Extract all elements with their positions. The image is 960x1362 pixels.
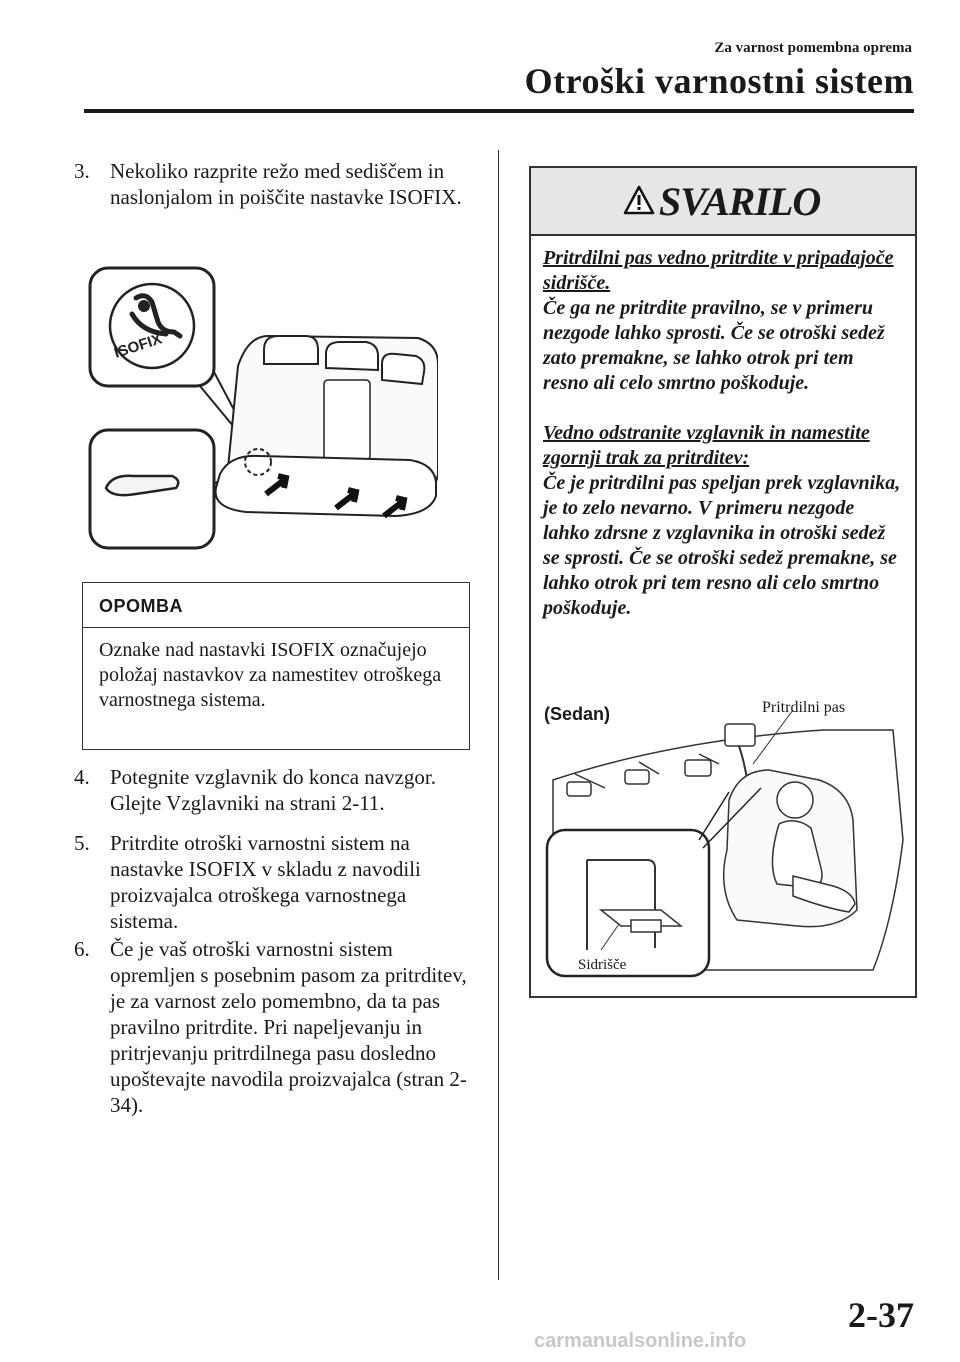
- note-heading: OPOMBA: [83, 583, 469, 628]
- step-number: 3.: [74, 159, 90, 183]
- warning-p2-text: Če je pritrdilni pas speljan prek vzglavnika, je to zelo nevarno. V primeru nezgode lahko zdrsne z vzglavnika in otroški sedež se sprosti. Če se otroški sedež premakne, se lahko otrok pri tem resno ali celo smrtno poškoduje.: [543, 472, 901, 619]
- note-text: Oznake nad nastavki ISOFIX označujejo položaj nastavkov za namestitev otroškega varnostnega sistema.: [99, 639, 442, 711]
- warning-title: SVARILO: [659, 179, 821, 224]
- anchor-label: Sidrišče: [578, 957, 627, 973]
- warning-header: [531, 168, 915, 236]
- step-6: [74, 936, 474, 1118]
- step-number: 6.: [74, 937, 90, 961]
- warning-body: [531, 236, 915, 621]
- step-text: Nekoliko razprite režo med sediščem in naslonjalom in poiščite nastavke ISOFIX.: [110, 159, 462, 209]
- header-rule: [84, 109, 914, 113]
- page-title: Otroški varnostni sistem: [524, 61, 914, 101]
- step-text: Pritrdite otroški varnostni sistem na nastavke ISOFIX v skladu z navodili proizvajalca otroškega varnostnega sistema.: [110, 831, 421, 933]
- note-box: [82, 582, 470, 750]
- step-4: [74, 764, 474, 816]
- warning-p1-text: Če ga ne pritrdite pravilno, se v primeru nezgode lahko sprosti. Če se otroški sedež zato premakne, se lahko otrok pri tem resno ali celo smrtno poškoduje.: [543, 297, 885, 394]
- column-divider: [498, 150, 499, 1280]
- isofix-seat-illustration: [88, 262, 438, 552]
- tether-strap-label: Pritrdilni pas: [762, 699, 846, 716]
- step-3: [74, 158, 474, 210]
- section-title: Za varnost pomembna oprema: [714, 40, 912, 56]
- tether-strap-illustration: [539, 700, 905, 982]
- variant-label: (Sedan): [544, 704, 611, 724]
- isofix-text: ISOFIX: [111, 330, 165, 362]
- warning-p1-title: Pritrdilni pas vedno pritrdite v pripadajoče sidrišče.: [543, 247, 894, 294]
- watermark: carmanualsonline.info: [534, 1330, 747, 1352]
- step-number: 4.: [74, 765, 90, 789]
- warning-triangle-icon: [623, 185, 655, 215]
- step-text: Če je vaš otroški varnostni sistem opremljen s posebnim pasom za pritrditev, je za varnost zelo pomembno, da ta pas pravilno pritrdite. Pri napeljevanju in pritrjevanju pritrdilnega pasu dosledno upoštevajte navodila proizvajalca (stran 2-34).: [110, 937, 467, 1117]
- step-text: Potegnite vzglavnik do konca navzgor. Glejte Vzglavniki na strani 2-11.: [110, 765, 437, 815]
- page-number: 2-37: [848, 1295, 914, 1335]
- step-5: [74, 830, 474, 934]
- warning-p2-title: Vedno odstranite vzglavnik in namestite zgornji trak za pritrditev:: [543, 422, 870, 469]
- step-number: 5.: [74, 831, 90, 855]
